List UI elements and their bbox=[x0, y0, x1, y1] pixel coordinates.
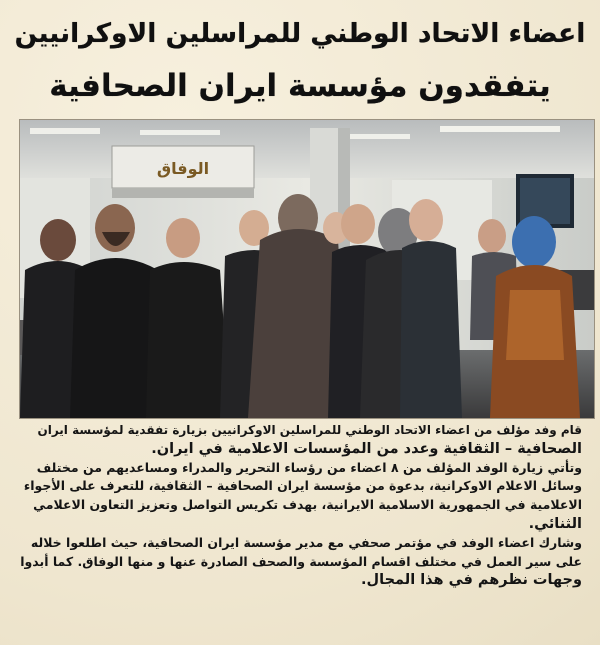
article-line: على سير العمل في مختلف اقسام المؤسسة والصحف الصادرة عنها و منها الوفاق. كما أبدوا bbox=[20, 553, 582, 569]
people-group bbox=[20, 194, 580, 418]
article-line: وشارك اعضاء الوفد في مؤتمر صحفي مع مدير مؤسسة ايران الصحافية، حيث اطلعوا خلاله bbox=[30, 534, 582, 550]
article-body bbox=[18, 421, 582, 641]
headline bbox=[12, 8, 588, 112]
wall-logo-text: الوفاق bbox=[156, 159, 210, 178]
article-line: وجهات نظرهم في هذا المجال. bbox=[361, 572, 582, 589]
article-line: الثنائي. bbox=[528, 515, 582, 532]
article-line: وتأتي زيارة الوفد المؤلف من ٨ اعضاء من رؤساء التحرير والمدراء ومساعديهم من مختلف bbox=[36, 459, 582, 475]
article-paragraph-2 bbox=[18, 459, 582, 534]
article-line: الاعلامية في الجمهورية الاسلامية الايرانية، بهدف تكريس التواصل وتعزيز التعاون الاعلامي bbox=[33, 497, 582, 513]
headline-line-1: اعضاء الاتحاد الوطني للمراسلين الاوكرانيين bbox=[14, 18, 586, 49]
news-photo bbox=[19, 119, 595, 419]
headline-line-2: يتفقدون مؤسسة ايران الصحافية bbox=[49, 68, 551, 104]
office-visit-photo bbox=[20, 120, 594, 418]
article-paragraph-1 bbox=[18, 421, 582, 459]
article-line: قام وفد مؤلف من اعضاء الاتحاد الوطني للمراسلين الاوكرانيين بزيارة تفقدية لمؤسسة ايران bbox=[37, 423, 582, 437]
article-paragraph-3 bbox=[18, 534, 582, 590]
article-line: وسائل الاعلام الاوكرانية، بدعوة من مؤسسة ايران الصحافية – الثقافية، للتعرف على الأجواء bbox=[23, 478, 582, 494]
article-line: الصحافية – الثقافية وعدد من المؤسسات الاعلامية في ايران. bbox=[151, 440, 582, 457]
